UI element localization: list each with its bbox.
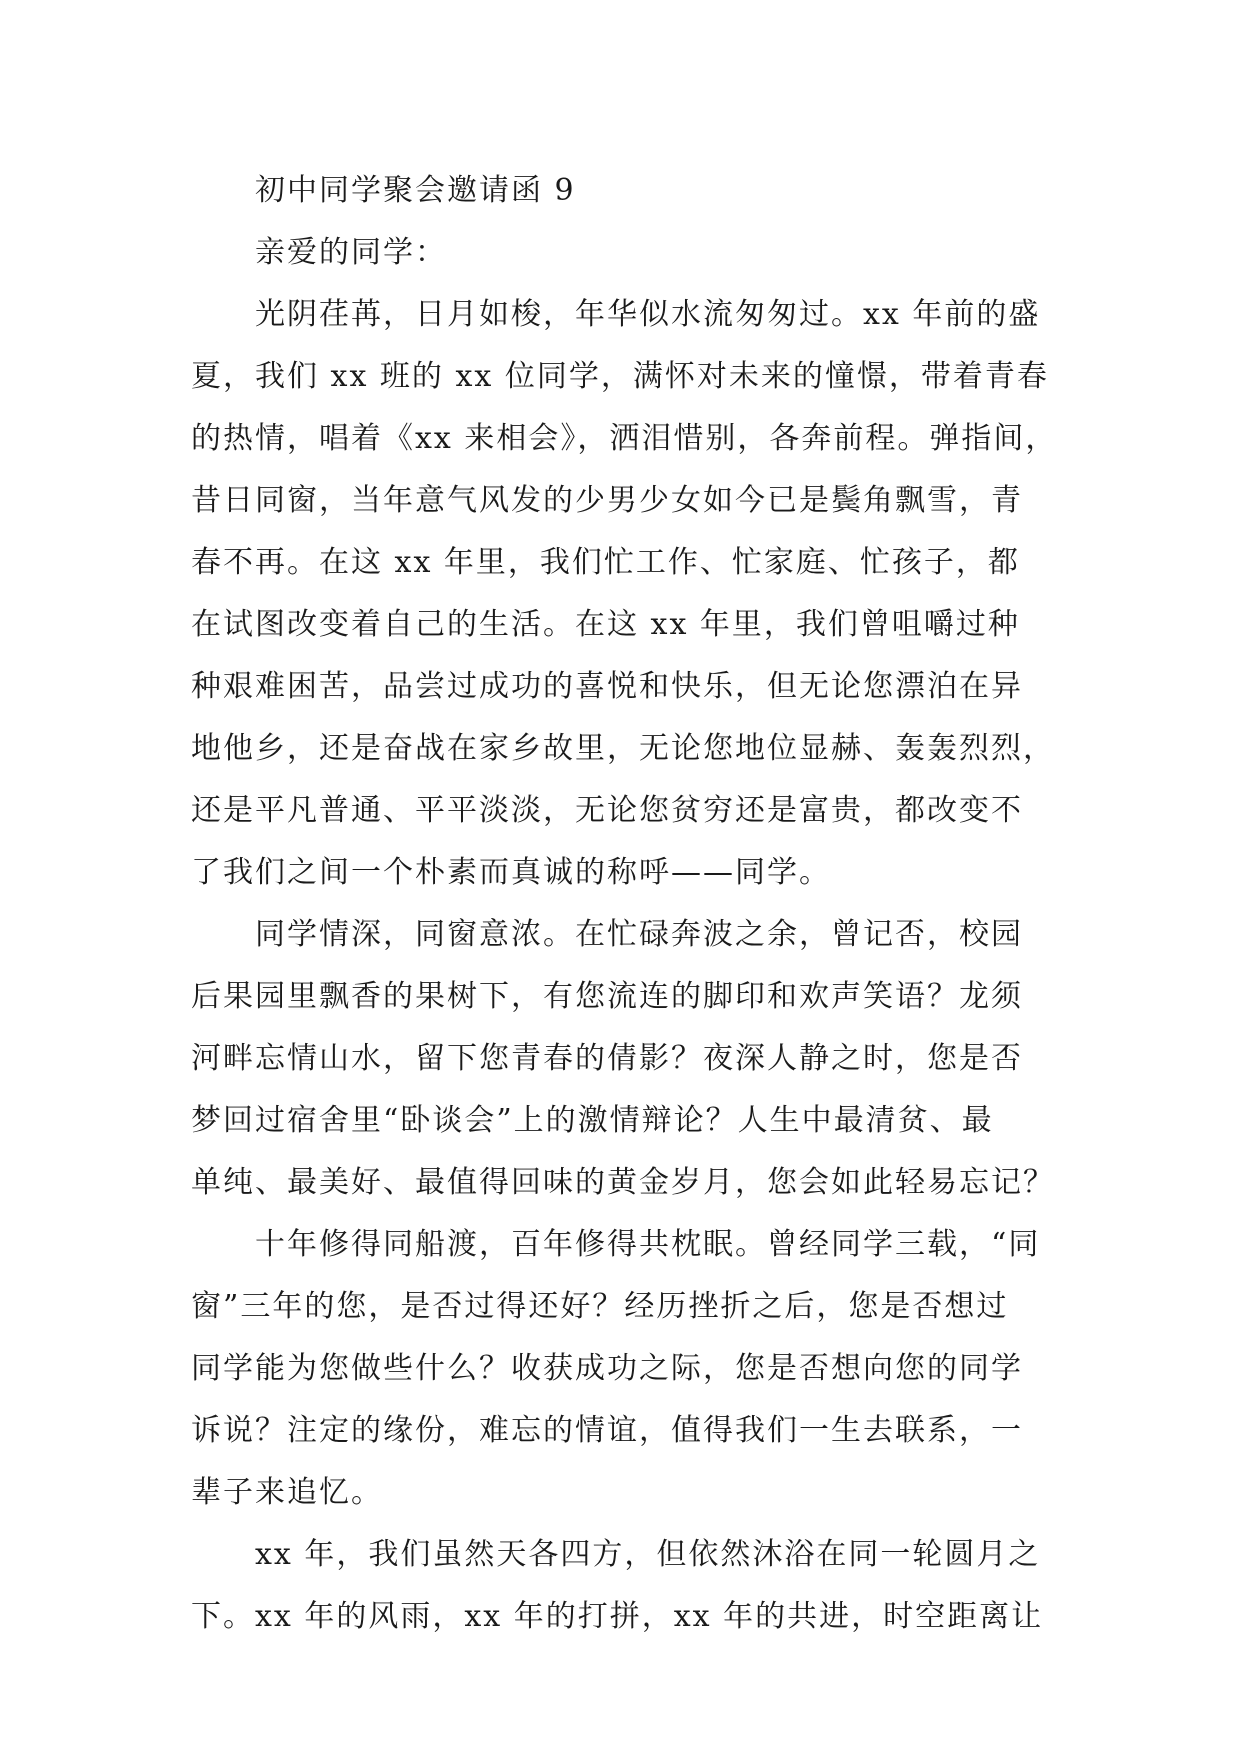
- paragraph-line: 辈子来追忆。: [191, 1475, 383, 1510]
- paragraph-line: 地他乡，还是奋战在家乡故里，无论您地位显赫、轰轰烈烈，: [191, 731, 1055, 766]
- paragraph-line: 昔日同窗，当年意气风发的少男少女如今已是鬓角飘雪，青: [191, 483, 1023, 518]
- paragraph-line: 后果园里飘香的果树下，有您流连的脚印和欢声笑语？龙须: [191, 979, 1023, 1014]
- paragraph-3: [191, 1214, 1051, 1524]
- paragraph-line: 的热情，唱着《xx 来相会》，洒泪惜别，各奔前程。弹指间，: [191, 421, 1058, 456]
- paragraph-line: 种艰难困苦，品尝过成功的喜悦和快乐，但无论您漂泊在异: [191, 669, 1023, 704]
- paragraph-line: 诉说？注定的缘份，难忘的情谊，值得我们一生去联系，一: [191, 1413, 1023, 1448]
- paragraph-2: [191, 904, 1055, 1214]
- paragraph-4: [191, 1524, 1051, 1648]
- paragraph-line: 窗”三年的您，是否过得还好？经历挫折之后，您是否想过: [191, 1289, 1009, 1324]
- paragraph-line: 单纯、最美好、最值得回味的黄金岁月，您会如此轻易忘记？: [191, 1165, 1055, 1200]
- paragraph-line: 在试图改变着自己的生活。在这 xx 年里，我们曾咀嚼过种: [191, 607, 1020, 642]
- document-title: 初中同学聚会邀请函 9: [255, 173, 576, 208]
- paragraph-line: 还是平凡普通、平平淡淡，无论您贫穷还是富贵，都改变不: [191, 793, 1023, 828]
- salutation: 亲爱的同学：: [255, 235, 447, 270]
- paragraph-line: 光阴荏苒，日月如梭，年华似水流匆匆过。xx 年前的盛: [255, 297, 1041, 332]
- document-body: [191, 160, 1058, 1648]
- paragraph-line: 了我们之间一个朴素而真诚的称呼——同学。: [191, 855, 831, 890]
- paragraph-line: 河畔忘情山水，留下您青春的倩影？夜深人静之时，您是否: [191, 1041, 1023, 1076]
- paragraph-line: 春不再。在这 xx 年里，我们忙工作、忙家庭、忙孩子，都: [191, 545, 1020, 580]
- paragraph-line: 同学能为您做些什么？收获成功之际，您是否想向您的同学: [191, 1351, 1023, 1386]
- paragraph-line: 十年修得同船渡，百年修得共枕眠。曾经同学三载，“同: [255, 1227, 1041, 1262]
- paragraph-line: 梦回过宿舍里“卧谈会”上的激情辩论？人生中最清贫、最: [191, 1103, 994, 1138]
- paragraph-line: 下。xx 年的风雨，xx 年的打拼，xx 年的共进，时空距离让: [191, 1599, 1044, 1634]
- paragraph-line: xx 年，我们虽然天各四方，但依然沐浴在同一轮圆月之: [255, 1537, 1041, 1572]
- paragraph-1: [191, 284, 1058, 904]
- paragraph-line: 夏，我们 xx 班的 xx 位同学，满怀对未来的憧憬，带着青春: [191, 359, 1049, 394]
- paragraph-line: 同学情深，同窗意浓。在忙碌奔波之余，曾记否，校园: [255, 917, 1023, 952]
